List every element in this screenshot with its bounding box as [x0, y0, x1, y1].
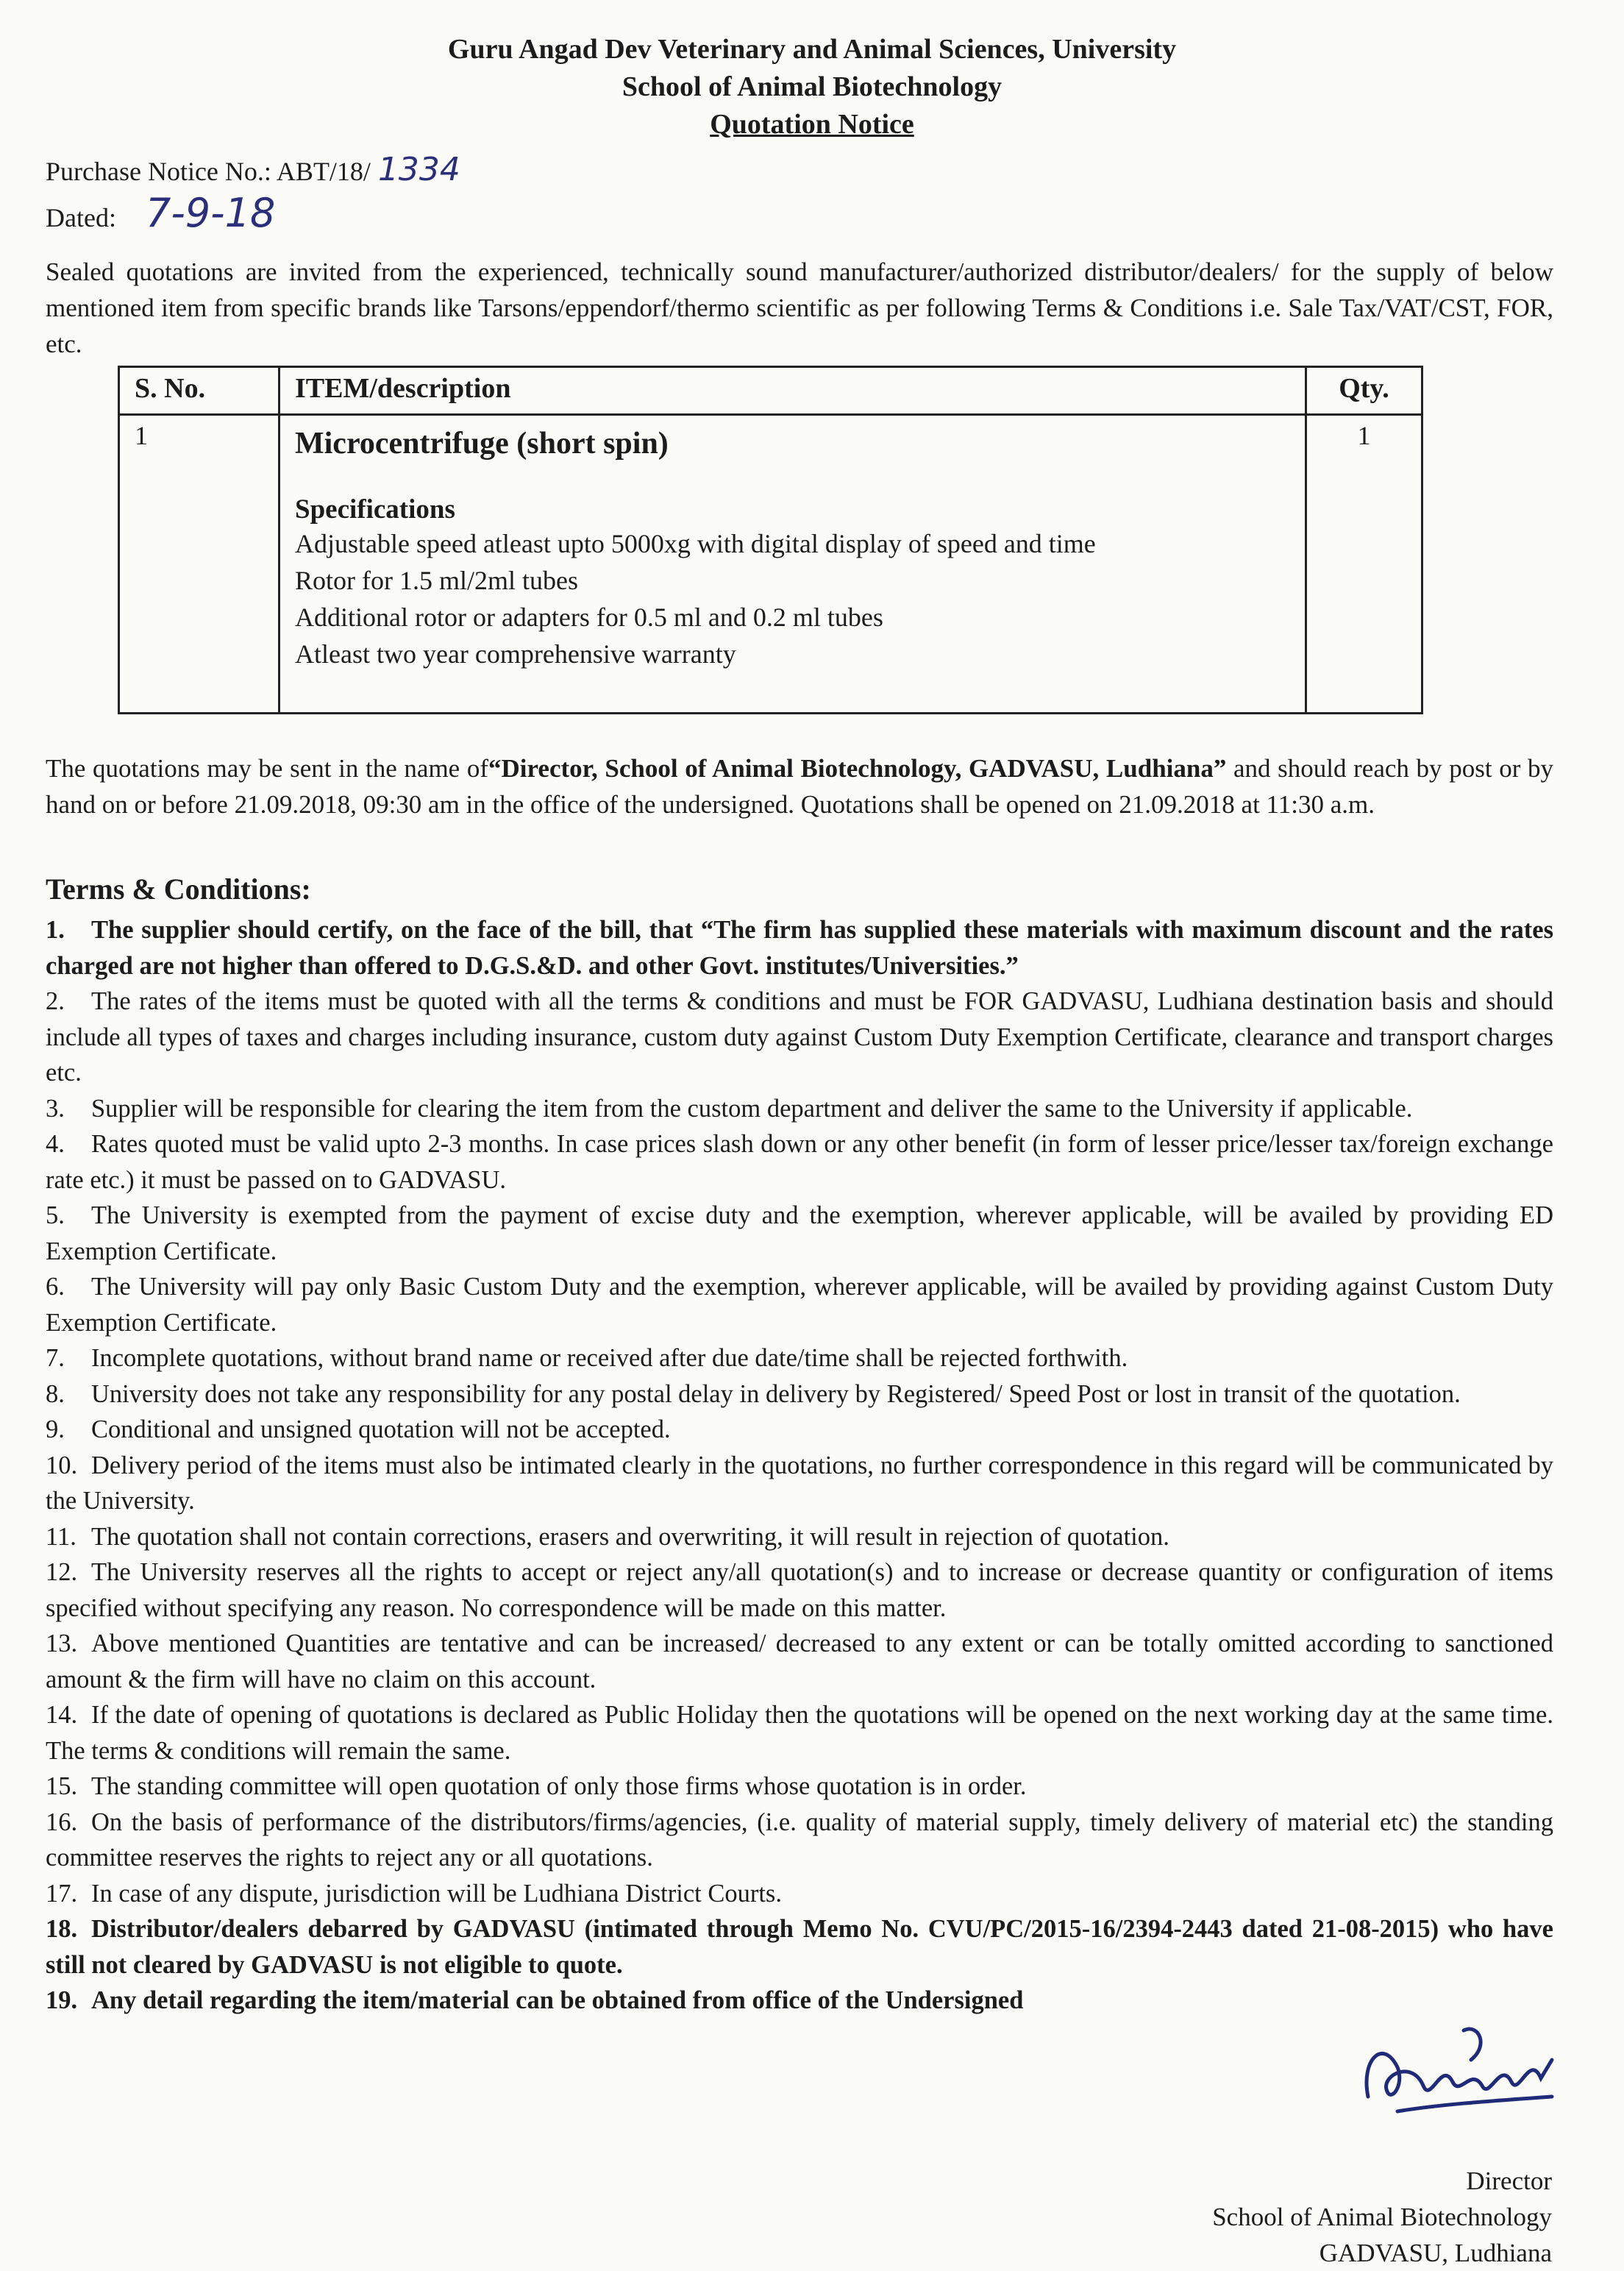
dated-label: Dated:	[46, 203, 116, 232]
dated-line	[46, 190, 275, 236]
term-item: 2. The rates of the items must be quoted with all the terms & conditions and must be FOR GADVASU, Ludhiana destination basis and should include all types of taxes and charges including insurance, custom duty against Custom Duty Exemption Certificate, clearance and transport charges etc.	[46, 987, 1553, 1087]
spec-line: Adjustable speed atleast upto 5000xg with digital display of speed and time	[295, 529, 1096, 558]
spec-line: Additional rotor or adapters for 0.5 ml and 0.2 ml tubes	[295, 603, 883, 632]
signatory-school: School of Animal Biotechnology	[1212, 2203, 1552, 2231]
term-item: 11. The quotation shall not contain corrections, erasers and overwriting, it will result in rejection of quotation.	[46, 1522, 1169, 1551]
submission-paragraph	[46, 750, 1553, 822]
row-item-cell	[279, 415, 1306, 714]
table-header-row	[119, 367, 1422, 415]
term-item: 6. The University will pay only Basic Custom Duty and the exemption, wherever applicable, will be availed by providing against Custom Duty Exemption Certificate.	[46, 1273, 1553, 1337]
term-item: 8. University does not take any responsibility for any postal delay in delivery by Registered/ Speed Post or lost in transit of the quotation.	[46, 1379, 1461, 1408]
term-item: 14. If the date of opening of quotations is declared as Public Holiday then the quotations will be opened on the next working day at the same time. The terms & conditions will remain the same.	[46, 1701, 1553, 1765]
term-item: 16. On the basis of performance of the distributors/firms/agencies, (i.e. quality of material supply, timely delivery of material etc) the standing committee reserves the rights to reject any or all quotations.	[46, 1808, 1553, 1872]
signature-image	[1353, 2016, 1567, 2141]
term-item: 1. The supplier should certify, on the face of the bill, that “The firm has supplied these materials with maximum discount and the rates charged are not higher than offered to D.G.S.&D. and other Govt. institutes/Universities.”	[46, 916, 1553, 980]
signatory-title: Director	[1466, 2167, 1552, 2195]
items-table	[118, 366, 1423, 714]
term-item: 9. Conditional and unsigned quotation will not be accepted.	[46, 1415, 671, 1443]
header-item: ITEM/description	[279, 367, 1306, 415]
term-item: 5. The University is exempted from the payment of excise duty and the exemption, wherever applicable, will be availed by providing ED Exemption Certificate.	[46, 1201, 1553, 1265]
term-item: 10. Delivery period of the items must also be intimated clearly in the quotations, no further correspondence in this regard will be communicated by the University.	[46, 1451, 1553, 1515]
term-item: 12. The University reserves all the rights to accept or reject any/all quotation(s) and to increase or decrease quantity or configuration of items specified without specifying any reason. No correspondence will be made on this matter.	[46, 1558, 1553, 1622]
intro-paragraph: Sealed quotations are invited from the experienced, technically sound manufacturer/authorized distributor/dealers/ for the supply of below mentioned item from specific brands like Tarsons/eppendorf/thermo scientific as per following Terms & Conditions i.e. Sale Tax/VAT/CST, FOR, etc.	[46, 257, 1553, 358]
signatory-block	[1140, 2163, 1552, 2271]
submission-text-2: and should reach by post or by hand on or before 21.09.2018, 09:30 am in the office of the undersigned. Quotations shall be opened on 21.09.2018 at 11:30 a.m.	[46, 754, 1553, 819]
header-qty: Qty.	[1306, 367, 1422, 415]
school-name: School of Animal Biotechnology	[622, 71, 1002, 102]
purchase-notice-label: Purchase Notice No.: ABT/18/	[46, 157, 371, 186]
spec-line: Rotor for 1.5 ml/2ml tubes	[295, 566, 578, 595]
row-qty: 1	[1306, 415, 1422, 714]
term-item: 7. Incomplete quotations, without brand name or received after due date/time shall be rejected forthwith.	[46, 1344, 1128, 1372]
term-item: 13. Above mentioned Quantities are tentative and can be increased/ decreased to any extent or can be totally omitted according to sanctioned amount & the firm will have no claim on this account.	[46, 1629, 1553, 1694]
term-item: 4. Rates quoted must be valid upto 2-3 months. In case prices slash down or any other benefit (in form of lesser price/lesser tax/foreign exchange rate etc.) it must be passed on to GADVASU.	[46, 1130, 1553, 1194]
header-sno: S. No.	[119, 367, 279, 415]
institution-name: Guru Angad Dev Veterinary and Animal Sciences, University	[447, 34, 1177, 65]
term-item: 15. The standing committee will open quotation of only those firms whose quotation is in order.	[46, 1772, 1027, 1800]
table-row	[119, 415, 1422, 714]
term-item: 17. In case of any dispute, jurisdiction will be Ludhiana District Courts.	[46, 1879, 782, 1908]
row-sno: 1	[119, 415, 279, 714]
term-item: 3. Supplier will be responsible for clearing the item from the custom department and deliver the same to the University if applicable.	[46, 1094, 1413, 1123]
submission-text-1: The quotations may be sent in the name of	[46, 754, 489, 783]
purchase-notice-line	[46, 151, 460, 188]
submission-addressee: “Director, School of Animal Biotechnology, GADVASU, Ludhiana”	[488, 754, 1227, 783]
spec-heading: Specifications	[295, 494, 455, 525]
spec-line: Atleast two year comprehensive warranty	[295, 639, 736, 669]
term-item: 19. Any detail regarding the item/material can be obtained from office of the Undersigned	[46, 1986, 1024, 2014]
term-item: 18. Distributor/dealers debarred by GADVASU (intimated through Memo No. CVU/PC/2015-16/2394-2443 dated 21-08-2015) who have still not cleared by GADVASU is not eligible to quote.	[46, 1915, 1553, 1979]
purchase-notice-number: 1334	[377, 151, 460, 188]
dated-value: 7-9-18	[145, 190, 276, 236]
item-name: Microcentrifuge (short spin)	[295, 427, 669, 461]
terms-heading: Terms & Conditions:	[46, 872, 311, 906]
terms-list	[46, 912, 1553, 2019]
signatory-place: GADVASU, Ludhiana	[1319, 2239, 1552, 2267]
notice-title: Quotation Notice	[710, 109, 914, 140]
